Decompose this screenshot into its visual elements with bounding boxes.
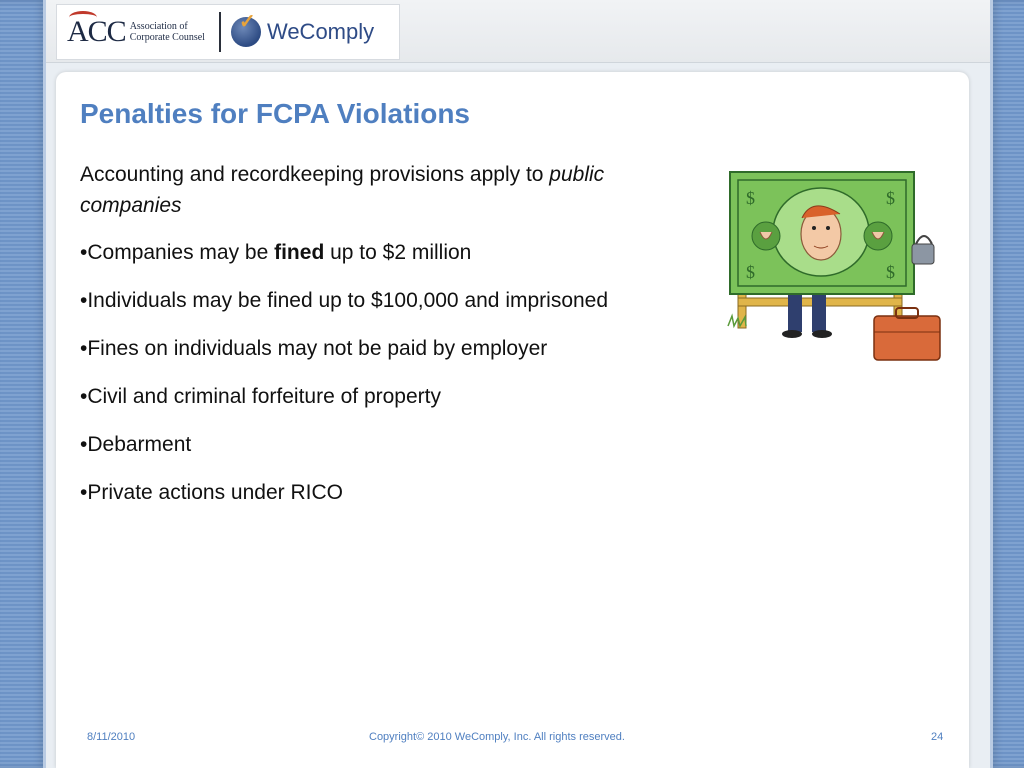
footer-page-number: 24	[931, 731, 944, 743]
svg-text:$: $	[746, 188, 755, 208]
money-stocks-illustration	[726, 166, 948, 366]
slide-title: Penalties for FCPA Violations	[80, 98, 471, 129]
header-strip	[46, 0, 990, 63]
logo-divider	[219, 12, 221, 52]
bullet-individuals: •Individuals may be fined up to $100,000 and imprisoned	[80, 289, 609, 312]
bullet-employer: •Fines on individuals may not be paid by employer	[80, 337, 548, 360]
svg-text:$: $	[886, 262, 895, 282]
footer-date: 8/11/2010	[87, 731, 136, 743]
bullet-debarment: •Debarment	[80, 433, 192, 456]
bullet-fined: •Companies may be fined up to $2 million	[80, 241, 472, 264]
acc-line-1: Association of	[129, 21, 188, 32]
globe-check-icon	[231, 17, 261, 47]
bullet-forfeiture: •Civil and criminal forfeiture of property	[80, 385, 441, 408]
wecomply-name: WeComply	[266, 19, 375, 44]
left-side-bar	[0, 0, 46, 768]
slide-body	[80, 159, 690, 525]
bullet-rico: •Private actions under RICO	[80, 481, 343, 504]
acc-line-2: Corporate Counsel	[129, 32, 205, 43]
svg-text:$: $	[886, 188, 895, 208]
acc-logo-text	[130, 21, 205, 43]
wecomply-logo	[231, 17, 374, 47]
intro-emphasis: public companies	[80, 163, 605, 217]
intro-text: Accounting and recordkeeping provisions apply to public companies	[80, 163, 605, 217]
right-side-bar	[990, 0, 1024, 768]
acc-logo-mark: ACC	[67, 15, 126, 49]
logo-banner	[56, 4, 400, 60]
bullet-bold-word: fined	[274, 241, 325, 264]
footer-copyright: Copyright© 2010 WeComply, Inc. All rights reserved.	[369, 731, 625, 743]
svg-text:$: $	[746, 262, 755, 282]
acc-logo	[67, 15, 205, 49]
